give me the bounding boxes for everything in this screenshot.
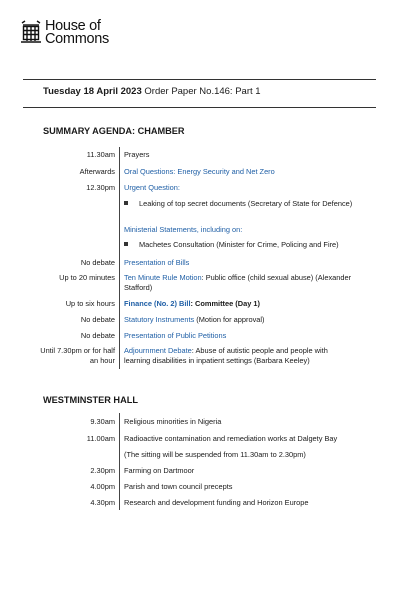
bullet-icon <box>124 201 128 205</box>
agenda-item: Farming on Dartmoor <box>124 466 195 475</box>
agenda-time: 4.00pm <box>90 482 115 491</box>
ten-minute-rule-link[interactable]: Ten Minute Rule Motion <box>124 273 202 282</box>
agenda-time: 9.30am <box>90 417 115 426</box>
agenda-time: 4.30pm <box>90 498 115 507</box>
agenda-item-detail: (Motion for approval) <box>194 315 265 324</box>
agenda-item: Radioactive contamination and remediation works at Dalgety Bay <box>124 434 338 443</box>
order-paper-line <box>43 86 261 97</box>
agenda-bullet-text: Machetes Consultation (Minister for Crime, Policing and Fire) <box>139 240 339 249</box>
header-rule-top <box>23 79 376 80</box>
public-petitions-link[interactable]: Presentation of Public Petitions <box>124 331 227 340</box>
agenda-item <box>124 346 354 365</box>
agenda-item: Prayers <box>124 150 150 159</box>
statutory-instruments-link[interactable]: Statutory Instruments <box>124 315 195 324</box>
header-rule-bottom <box>23 107 376 108</box>
bullet-icon <box>124 242 128 246</box>
agenda-item <box>124 315 354 325</box>
page-header <box>20 20 109 46</box>
portcullis-icon <box>20 20 42 44</box>
agenda-item: Religious minorities in Nigeria <box>124 417 222 426</box>
agenda-time: Up to 20 minutes <box>59 273 115 282</box>
agenda-item-detail: : Public office (child sexual abuse) (Alexander Stafford) <box>124 273 352 292</box>
agenda-time: 2.30pm <box>90 466 115 475</box>
finance-bill-link[interactable]: Finance (No. 2) Bill <box>124 299 191 308</box>
agenda-note: (The sitting will be suspended from 11.30am to 2.30pm) <box>124 450 306 459</box>
brand-line-2: Commons <box>45 31 109 47</box>
ministerial-statements-link[interactable]: Ministerial Statements, including on: <box>124 225 243 234</box>
westminster-divider <box>119 413 120 510</box>
agenda-time: No debate <box>80 315 115 324</box>
oral-questions-link[interactable]: Oral Questions: Energy Security and Net Zero <box>124 167 275 176</box>
agenda-item-detail: : Committee (Day 1) <box>190 299 260 308</box>
agenda-item: Parish and town council precepts <box>124 482 233 491</box>
agenda-bullet-text: Leaking of top secret documents (Secretary of State for Defence) <box>139 199 353 208</box>
paper-date: Tuesday 18 April 2023 <box>43 86 142 97</box>
urgent-question-link[interactable]: Urgent Question: <box>124 183 180 192</box>
agenda-time: No debate <box>80 331 115 340</box>
presentation-of-bills-link[interactable]: Presentation of Bills <box>124 258 190 267</box>
brand-name <box>45 20 109 46</box>
agenda-time: Until 7.30pm or for half an hour <box>40 346 115 365</box>
adjournment-debate-link[interactable]: Adjournment Debate <box>124 346 192 355</box>
brand-line-1: House of <box>45 18 101 34</box>
chamber-section-title: SUMMARY AGENDA: CHAMBER <box>43 126 185 136</box>
agenda-time: 12.30pm <box>86 183 115 192</box>
westminster-section-title: WESTMINSTER HALL <box>43 395 138 405</box>
agenda-item-detail: : Abuse of autistic people and people with learning disabilities in inpatient settings (Barbara Keeley) <box>124 346 328 365</box>
agenda-item <box>124 299 354 309</box>
agenda-time: Up to six hours <box>65 299 115 308</box>
agenda-time: 11.00am <box>86 434 115 443</box>
agenda-time: 11.30am <box>86 150 115 159</box>
agenda-time: Afterwards <box>79 167 115 176</box>
chamber-divider <box>119 147 120 369</box>
agenda-item <box>124 273 354 292</box>
paper-number: Order Paper No.146: Part 1 <box>144 86 261 97</box>
agenda-item: Research and development funding and Horizon Europe <box>124 498 309 507</box>
agenda-time: No debate <box>80 258 115 267</box>
